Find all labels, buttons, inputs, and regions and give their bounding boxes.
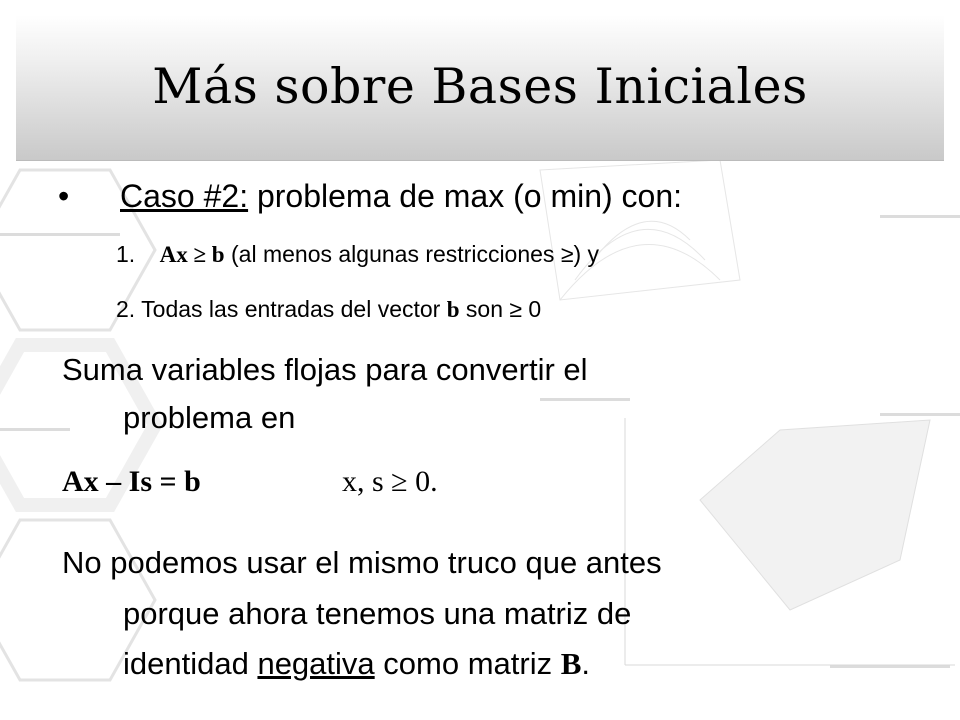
inequality-expression: Ax ≥ b [159, 242, 225, 267]
period: . [581, 646, 591, 681]
equation [62, 465, 438, 499]
case-label: Caso #2: [120, 178, 249, 214]
emphasis-negativa: negativa [257, 646, 375, 681]
list-item-2 [116, 296, 541, 323]
paragraph-text: identidad [123, 646, 258, 681]
bullet-marker: • [58, 178, 70, 214]
list-text-end: son ≥ 0 [459, 296, 542, 322]
list-number: 2. [116, 296, 136, 322]
list-item-1 [116, 241, 599, 268]
matrix-b: B [560, 646, 582, 681]
case-text: problema de max (o min) con: [248, 178, 683, 214]
list-text: Todas las entradas del vector [141, 296, 447, 322]
list-text: (al menos algunas restricciones ≥) y [224, 241, 599, 267]
paragraph-2-line-2: porque ahora tenemos una matriz de [123, 596, 632, 631]
paragraph-text: como matriz [374, 646, 561, 681]
paragraph-1-line-2: problema en [123, 400, 296, 435]
paragraph-2-line-3 [123, 646, 590, 682]
equation-rhs: x, s ≥ 0. [342, 465, 438, 498]
vector-b: b [446, 297, 460, 322]
paragraph-2-line-1: No podemos usar el mismo truco que antes [62, 545, 662, 580]
paragraph-1-line-1: Suma variables flojas para convertir el [62, 352, 588, 387]
slide-title: Más sobre Bases Iniciales [152, 58, 808, 115]
equation-lhs: Ax – Is = b [62, 465, 201, 498]
case-line [58, 178, 682, 215]
list-number: 1. [116, 241, 136, 267]
